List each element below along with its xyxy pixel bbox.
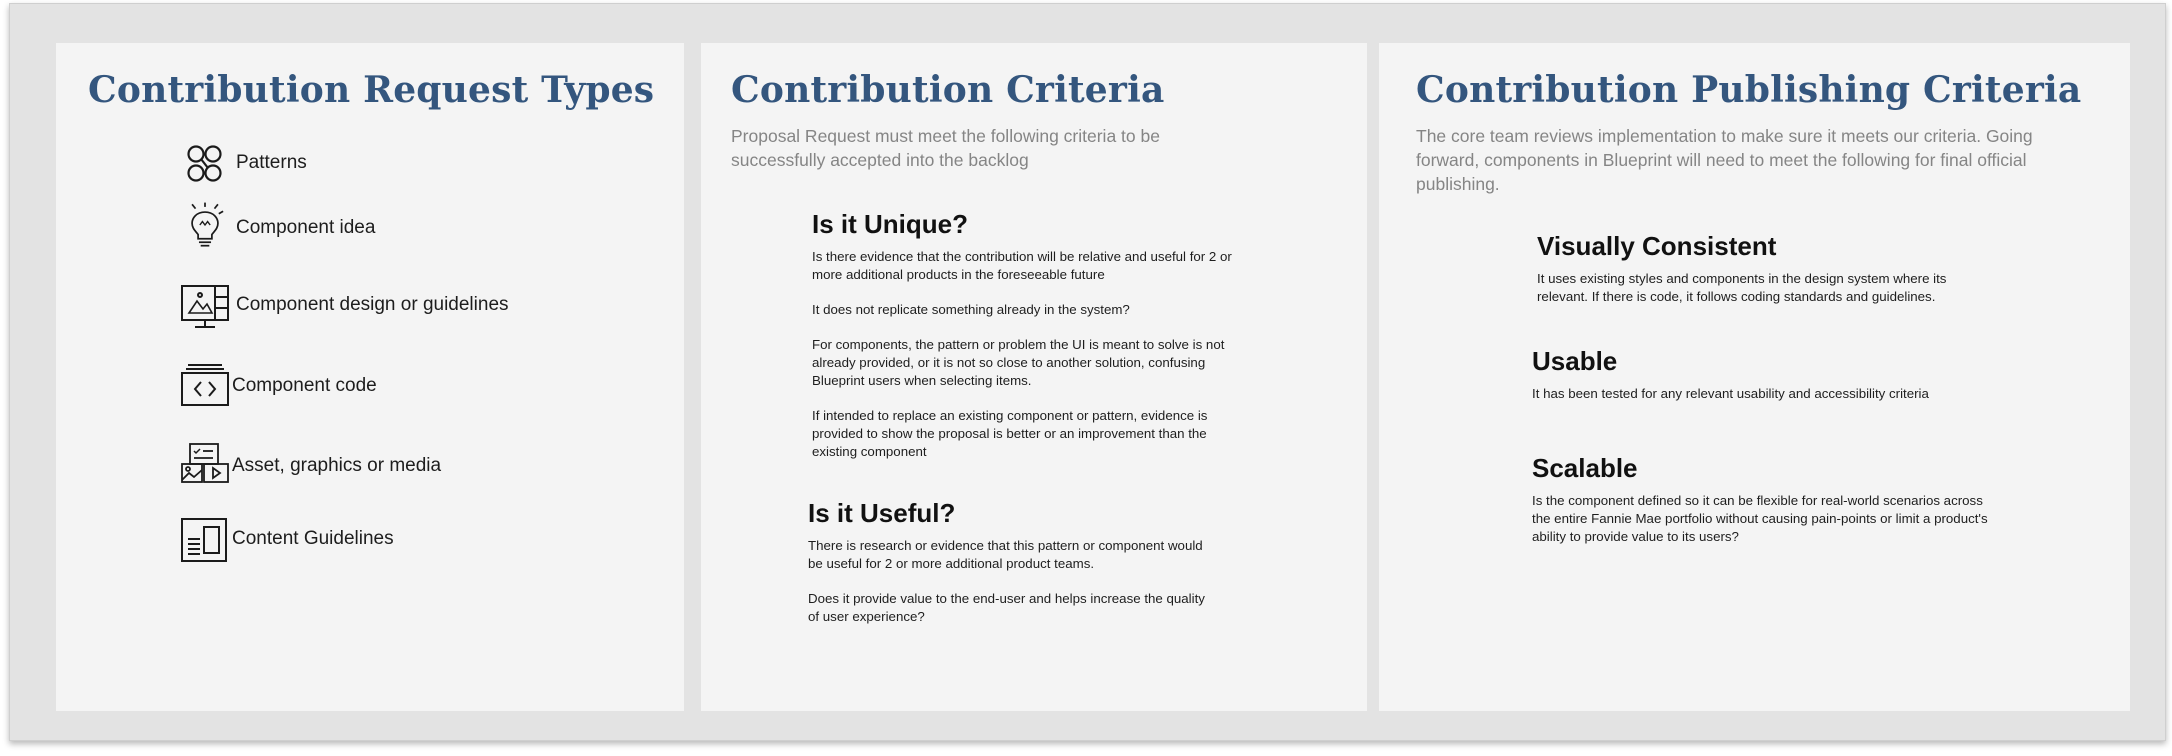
section-paragraph: It has been tested for any relevant usability and accessibility criteria <box>1532 386 1929 401</box>
section-paragraph: It uses existing styles and components in the design system where its relevant. If there is code, it follows coding standards and guidelines. <box>1537 271 1947 304</box>
publishing-title: Contribution Publishing Criteria <box>1416 69 2082 111</box>
section-paragraph: Is the component defined so it can be flexible for real-world scenarios across the entire Fannie Mae portfolio without causing pain-points or limit a product's ability to provide value to its users? <box>1532 493 1988 544</box>
lightbulb-icon <box>180 200 230 250</box>
request-types-title: Contribution Request Types <box>88 69 655 111</box>
request-type-component-code <box>180 361 660 411</box>
criteria-description: Proposal Request must meet the following criteria to be successfully accepted into the backlog <box>731 126 1160 170</box>
section-title: Usable <box>1532 346 1618 376</box>
section-paragraph: Is there evidence that the contribution will be relative and useful for 2 or more additional products in the foreseeable future <box>812 249 1232 282</box>
monitor-design-icon <box>180 283 230 333</box>
patterns-icon <box>180 139 230 189</box>
request-type-label: Content Guidelines <box>232 528 394 549</box>
request-type-content-guidelines <box>180 515 660 565</box>
request-type-component-idea <box>180 200 660 250</box>
contribution-criteria-panel <box>701 43 1367 711</box>
section-title: Scalable <box>1532 453 1638 483</box>
section-paragraph: For components, the pattern or problem the UI is meant to solve is not already provided, or it is not so close to another solution, confusing Blueprint users when selecting items. <box>812 337 1225 388</box>
publishing-criteria-panel <box>1379 43 2130 711</box>
request-type-label: Asset, graphics or media <box>232 455 442 476</box>
section-title: Is it Unique? <box>812 209 968 239</box>
section-paragraph: It does not replicate something already in the system? <box>812 302 1130 317</box>
section-paragraph: If intended to replace an existing component or pattern, evidence is provided to show the proposal is better or an improvement than the existing component <box>812 408 1208 459</box>
request-type-assets <box>180 440 660 490</box>
publishing-section-usable <box>1532 346 2052 420</box>
media-assets-icon <box>180 440 230 490</box>
request-type-label: Component idea <box>236 217 376 238</box>
request-type-patterns <box>180 139 660 189</box>
request-types-panel <box>56 43 684 711</box>
board-frame <box>9 3 2166 741</box>
section-title: Is it Useful? <box>808 498 956 528</box>
criteria-title: Contribution Criteria <box>731 69 1165 111</box>
section-paragraph: There is research or evidence that this pattern or component would be useful for 2 or more additional product teams. <box>808 538 1203 571</box>
request-type-label: Patterns <box>236 152 307 173</box>
request-type-label: Component design or guidelines <box>236 294 509 315</box>
criteria-section-unique <box>812 209 1242 478</box>
publishing-section-scalable <box>1532 453 2002 563</box>
publishing-section-visually-consistent <box>1537 231 1997 323</box>
request-type-label: Component code <box>232 375 377 396</box>
code-window-icon <box>180 361 230 411</box>
publishing-description: The core team reviews implementation to make sure it meets our criteria. Going forward, components in Blueprint will need to meet the following for final official publishing. <box>1416 126 2033 194</box>
section-paragraph: Does it provide value to the end-user and helps increase the quality of user experience? <box>808 591 1205 624</box>
section-title: Visually Consistent <box>1537 231 1777 261</box>
criteria-section-useful <box>808 498 1218 643</box>
document-guidelines-icon <box>180 515 230 565</box>
request-type-component-design <box>180 283 660 333</box>
